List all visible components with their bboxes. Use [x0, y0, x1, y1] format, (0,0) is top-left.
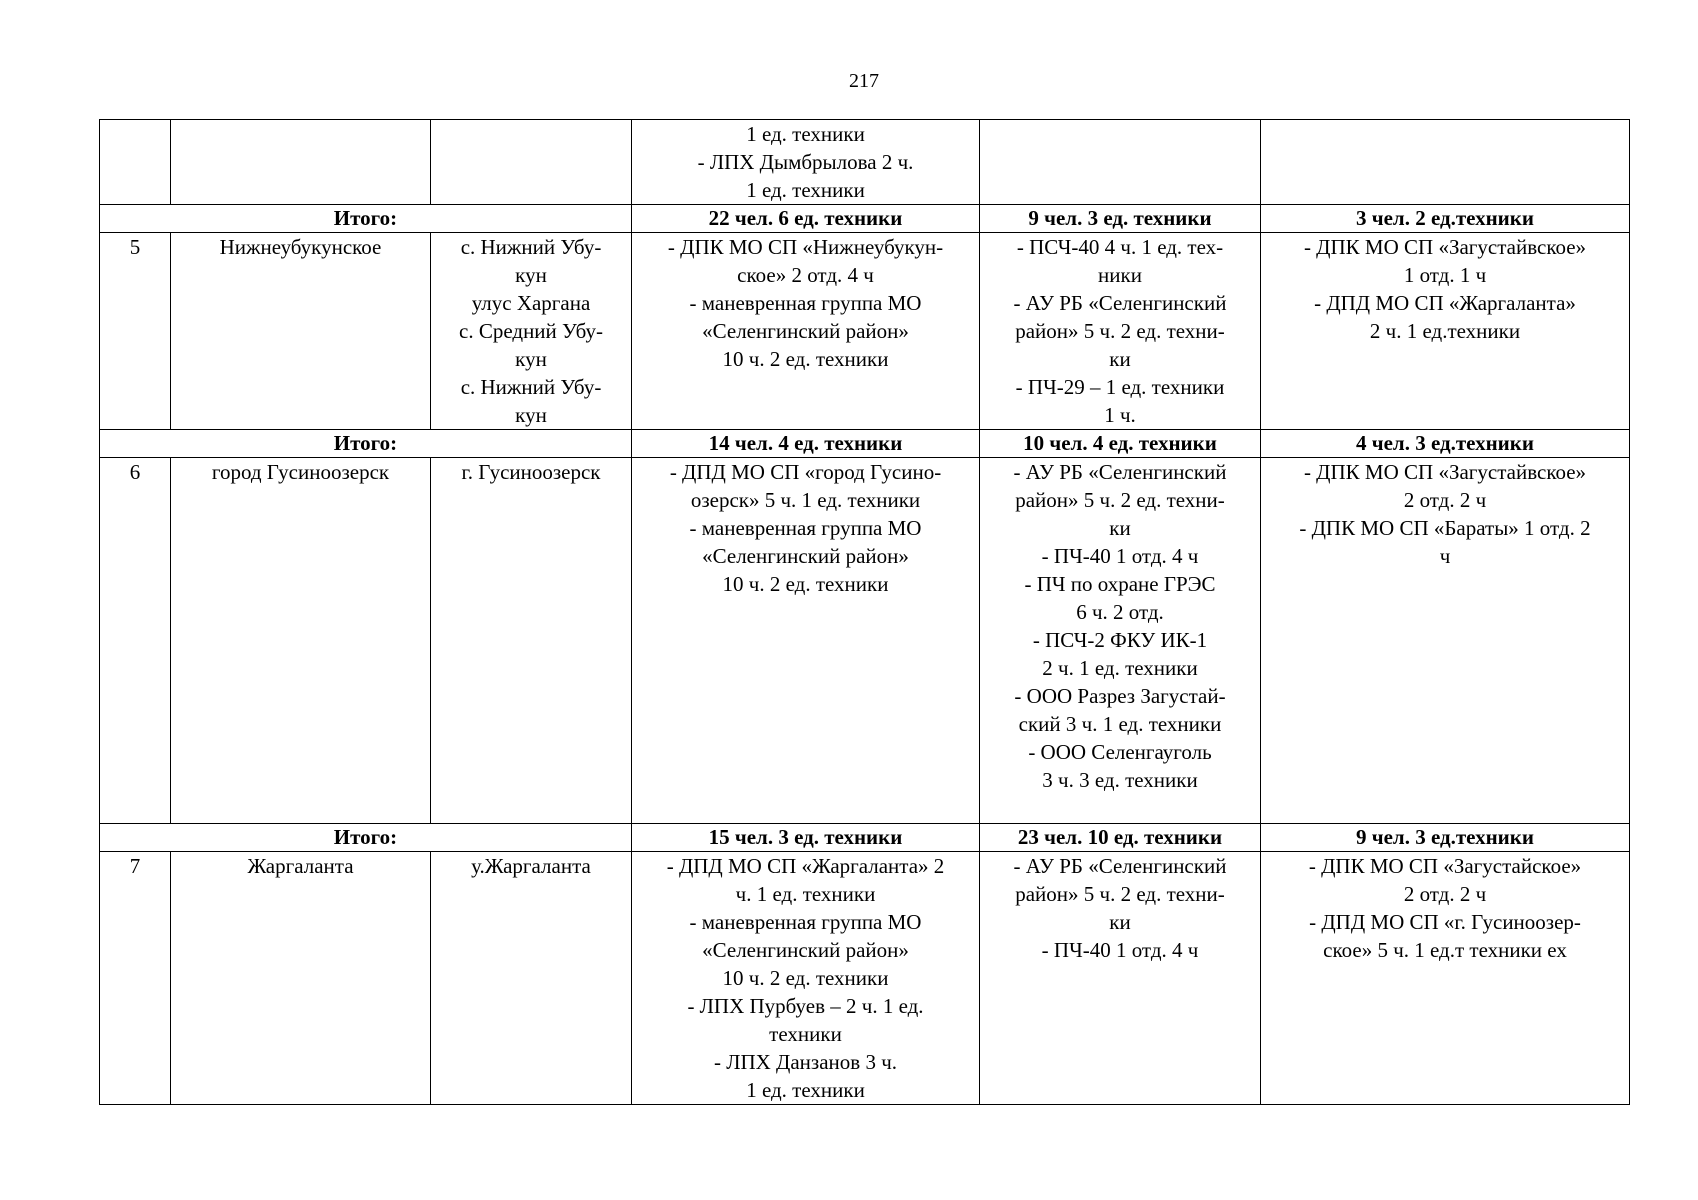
totals-label: Итого:	[100, 205, 632, 233]
text-line: - ЛПХ Пурбуев – 2 ч. 1 ед.	[687, 994, 924, 1018]
text-line: улус Харгана	[471, 291, 591, 315]
text-line: - ПЧ по охране ГРЭС	[1024, 572, 1216, 596]
cell-forces	[632, 120, 980, 205]
table-row	[100, 458, 1630, 824]
totals-col6: 9 чел. 3 ед.техники	[1261, 824, 1630, 852]
text-line: с. Средний Убу-	[459, 319, 603, 343]
text-line: район» 5 ч. 2 ед. техни-	[1015, 488, 1225, 512]
text-line: - ПСЧ-40 4 ч. 1 ед. тех-	[1016, 235, 1224, 259]
text-line: - ДПД МО СП «г. Гусиноозер-	[1309, 910, 1581, 934]
text-line: г. Гусиноозерск	[461, 460, 601, 484]
text-line: 1 ед. техники	[746, 178, 865, 202]
cell-col6	[1261, 120, 1630, 205]
cell-col5	[980, 233, 1261, 430]
cell-col5	[980, 852, 1261, 1105]
text-line: 1 ч.	[1104, 403, 1136, 427]
totals-col5: 10 чел. 4 ед. техники	[980, 430, 1261, 458]
text-line: - маневренная группа МО	[689, 910, 922, 934]
text-line: - маневренная группа МО	[689, 516, 922, 540]
text-line: кун	[515, 347, 547, 371]
cell-settlement: Нижнеубукунское	[171, 233, 431, 430]
text-line: кун	[515, 263, 547, 287]
totals-row	[100, 205, 1630, 233]
text-line: - ЛПХ Дымбрылова 2 ч.	[697, 150, 914, 174]
text-line: 2 ч. 1 ед.техники	[1369, 319, 1521, 343]
resource-table	[99, 119, 1630, 1105]
text-line: 10 ч. 2 ед. техники	[722, 347, 889, 371]
text-line: 2 отд. 2 ч	[1403, 882, 1487, 906]
cell-number: 7	[100, 852, 171, 1105]
text-line: ское» 5 ч. 1 ед.т техники ех	[1323, 938, 1567, 962]
text-line: ники	[1098, 263, 1142, 287]
text-line: - ДПК МО СП «Загустайвское»	[1303, 235, 1587, 259]
totals-col4: 14 чел. 4 ед. техники	[632, 430, 980, 458]
cell-number: 6	[100, 458, 171, 824]
table-row	[100, 233, 1630, 430]
text-line: у.Жаргаланта	[471, 854, 591, 878]
text-line: - ЛПХ Данзанов 3 ч.	[713, 1050, 898, 1074]
text-line: ское» 2 отд. 4 ч	[737, 263, 874, 287]
text-line: - ПСЧ-2 ФКУ ИК-1	[1032, 628, 1208, 652]
text-line: - ДПК МО СП «Бараты» 1 отд. 2	[1299, 516, 1591, 540]
cell-col5	[980, 458, 1261, 824]
text-line: район» 5 ч. 2 ед. техни-	[1015, 319, 1225, 343]
text-line: кун	[515, 403, 547, 427]
text-line: - АУ РБ «Селенгинский	[1013, 460, 1227, 484]
text-line: озерск» 5 ч. 1 ед. техники	[690, 488, 921, 512]
text-line: 1 отд. 1 ч	[1403, 263, 1487, 287]
totals-row	[100, 430, 1630, 458]
text-line: «Селенгинский район»	[702, 938, 909, 962]
text-line: 10 ч. 2 ед. техники	[722, 572, 889, 596]
totals-col4: 15 чел. 3 ед. техники	[632, 824, 980, 852]
text-line: - ПЧ-40 1 отд. 4 ч	[1041, 938, 1199, 962]
totals-row	[100, 824, 1630, 852]
text-line: 1 ед. техники	[746, 122, 865, 146]
text-line: - ДПД МО СП «Жаргаланта»	[1314, 291, 1576, 315]
text-line: 3 ч. 3 ед. техники	[1042, 768, 1198, 792]
text-line: - ДПК МО СП «Нижнеубукун-	[667, 235, 944, 259]
cell-col4	[632, 233, 980, 430]
text-line: ский 3 ч. 1 ед. техники	[1018, 712, 1222, 736]
cell-number	[100, 120, 171, 205]
cell-places	[431, 120, 632, 205]
text-line: 2 ч. 1 ед. техники	[1042, 656, 1198, 680]
totals-col5: 23 чел. 10 ед. техники	[980, 824, 1261, 852]
text-line: 1 ед. техники	[746, 1078, 865, 1102]
text-line: район» 5 ч. 2 ед. техни-	[1015, 882, 1225, 906]
text-line: - ПЧ-40 1 отд. 4 ч	[1041, 544, 1199, 568]
cell-col4	[632, 852, 980, 1105]
totals-col6: 4 чел. 3 ед.техники	[1261, 430, 1630, 458]
text-line: - ДПК МО СП «Загустайское»	[1308, 854, 1582, 878]
totals-label: Итого:	[100, 824, 632, 852]
text-line: 10 ч. 2 ед. техники	[722, 966, 889, 990]
totals-col6: 3 чел. 2 ед.техники	[1261, 205, 1630, 233]
text-line: ч	[1439, 544, 1451, 568]
text-line: 2 отд. 2 ч	[1403, 488, 1487, 512]
text-line: - ДПК МО СП «Загустайвское»	[1303, 460, 1587, 484]
text-line: - ПЧ-29 – 1 ед. техники	[1015, 375, 1225, 399]
text-line: - ООО Разрез Загустай-	[1014, 684, 1226, 708]
cell-col6	[1261, 233, 1630, 430]
cell-places	[431, 233, 632, 430]
totals-col5: 9 чел. 3 ед. техники	[980, 205, 1261, 233]
cell-col4	[632, 458, 980, 824]
text-line: - АУ РБ «Селенгинский	[1013, 854, 1227, 878]
cell-settlement: город Гусиноозерск	[171, 458, 431, 824]
text-line: - ДПД МО СП «Жаргаланта» 2	[666, 854, 945, 878]
table-row	[100, 852, 1630, 1105]
text-line: ки	[1109, 347, 1131, 371]
continuation-row	[100, 120, 1630, 205]
totals-col4: 22 чел. 6 ед. техники	[632, 205, 980, 233]
totals-label: Итого:	[100, 430, 632, 458]
text-line: - АУ РБ «Селенгинский	[1013, 291, 1227, 315]
text-line: техники	[769, 1022, 842, 1046]
cell-number: 5	[100, 233, 171, 430]
text-line: с. Нижний Убу-	[460, 235, 602, 259]
cell-col5	[980, 120, 1261, 205]
text-line: с. Нижний Убу-	[460, 375, 602, 399]
page-number: 217	[849, 70, 879, 92]
cell-col6	[1261, 458, 1630, 824]
text-line: - маневренная группа МО	[689, 291, 922, 315]
text-line: ки	[1109, 516, 1131, 540]
text-line: - ООО Селенгауголь	[1028, 740, 1212, 764]
text-line: «Селенгинский район»	[702, 319, 909, 343]
text-line: - ДПД МО СП «город Гусино-	[669, 460, 942, 484]
cell-settlement: Жаргаланта	[171, 852, 431, 1105]
text-line: «Селенгинский район»	[702, 544, 909, 568]
text-line: ч. 1 ед. техники	[735, 882, 876, 906]
cell-settlement	[171, 120, 431, 205]
text-line: 6 ч. 2 отд.	[1076, 600, 1164, 624]
cell-col6	[1261, 852, 1630, 1105]
cell-places	[431, 852, 632, 1105]
text-line: ки	[1109, 910, 1131, 934]
cell-places	[431, 458, 632, 824]
